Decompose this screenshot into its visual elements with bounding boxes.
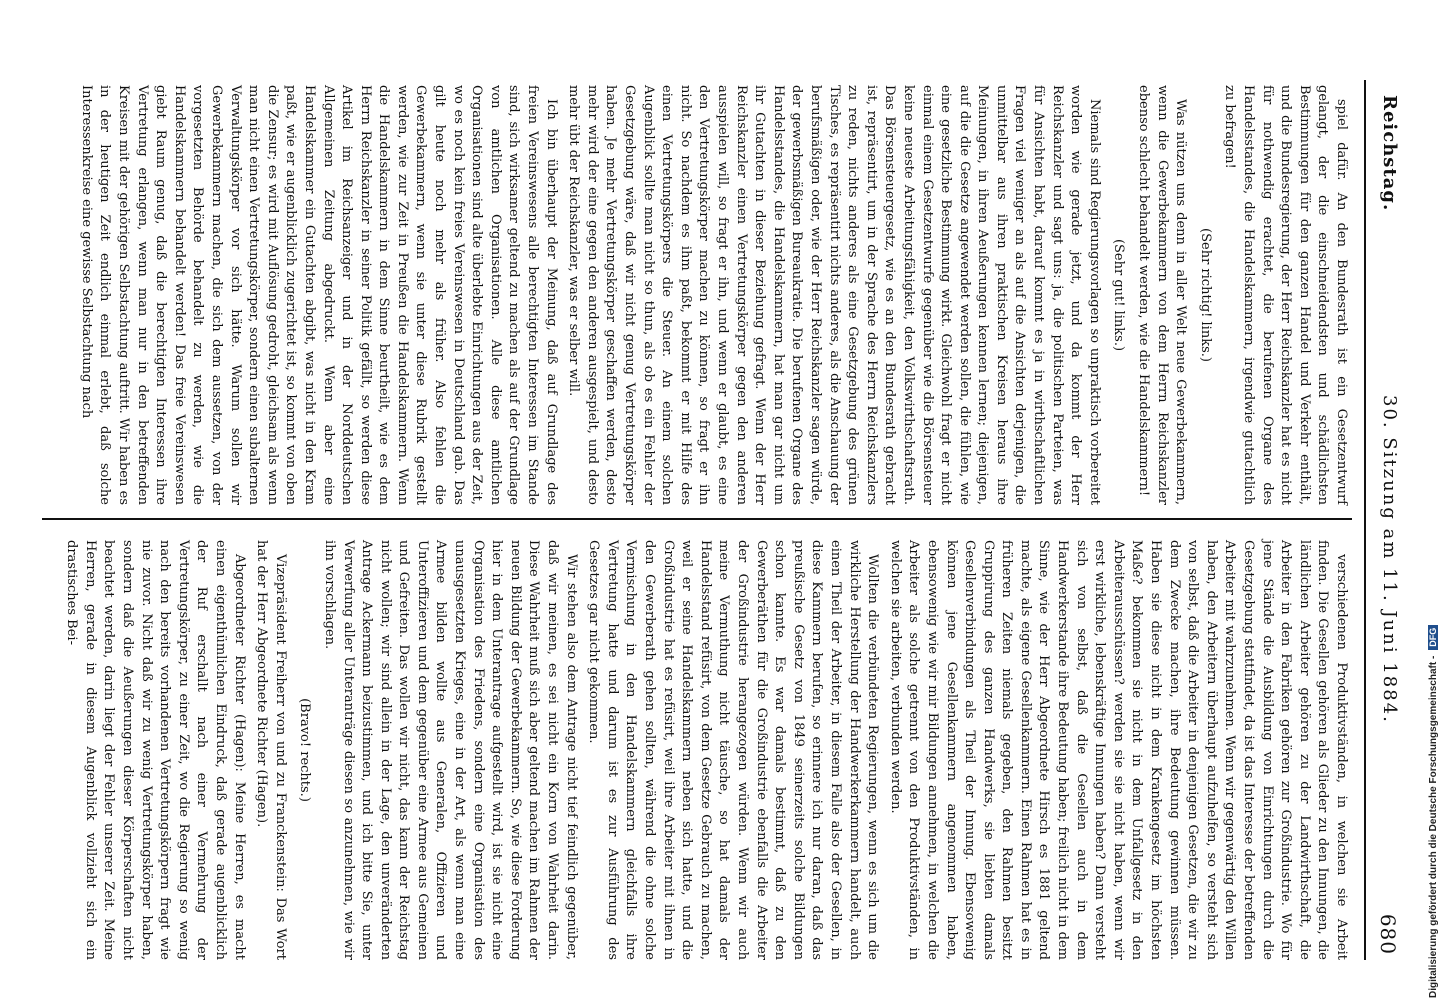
paragraph: spiel dafür. An den Bundesrath ist ein Gesetzentwurf gelangt, der die einschneidendsten und schädlichsten Bestimmungen für den ganzen Handel und Verkehr enthält, und die Bundesregierung, der Herr Reichskanzler hat es nicht für nothwendig erachtet, die berufenen Organe des Handelsstandes, die Handelskammern, irgendwie gutachtlich zu befragen! (1222, 85, 1349, 505)
paragraph: Wollten die verbündeten Regierungen, wenn es sich um die wirkliche Herstellung der Handwerkerkammern handelt, auch einen Theil der Arbeiter, in diesem Falle also der Gesellen, in diese Kammern berufen, so erinnere ich nur daran, daß das preußische Gesetz von 1849 seinerzeits solche Bildungen schon kannte. Es war damals bestimmt, daß zu den Gewerberäthen für die Großindustrie ebenfalls die Arbeiter der Großindustrie herangezogen würden. Wenn wir auch meine Vermuthung nicht täusche, so hat damals der Handelsstand refüsirt, von dem Gesetze Gebrauch zu machen, weil er seine Handelskammern neben sich hatte, und die Großindustrie hat es refüsirt, weil ihre Arbeiter mit ihnen in den Gewerberath gehen sollten, während die ohne solche Vermischung in den Handelskammern gleichfalls ihre Vertretung hatte und darum ist es zur Ausführung des Gesetzes gar nicht gekommen. (586, 540, 881, 960)
paragraph: Vizepräsident Freiherr von und zu Franckenstein: Das Wort hat der Herr Abgeordnete Richter (Hagen). (254, 540, 288, 960)
paragraph: Was nützen uns denn in aller Welt neue Gewerbekammern, wenn die Gewerbekammern von dem Herrn Reichskanzler ebenso schlecht behandelt werden, wie die Handelskammern! (1136, 85, 1189, 505)
paragraph: Niemals sind Regierungsvorlagen so unpraktisch vorbereitet worden wie gerade jetzt, und da kommt der Herr Reichskanzler und sagt uns: ja, die politischen Parteien, was für Ansichten habt, darauf kommt es ja in wirthschaftlichen Fragen viel weniger an als auf die Ansichten derjenigen, die unmittelbar aus ihren praktischen Kreisen heraus ihre Meinungen, in ihren Aeußerungen kennen lernen; diejenigen, auf die die Gesetze angewendet werden sollen, die fühlen, wie eine gesetzliche Bestimmung wirkt. Gleichwohl fragt er nicht einmal einem Gesetzentwurfe gegenüber wie die Börsensteuer keine neueste Arbeitungsfähigkeit, den Volkswirthschaftsrath. Das Börsensteuergesetz, wie es an den Bundesrath gebracht ist, repräsentirt, um in der Sprache des Herrn Reichskanzlers zu reden, nichts anderes als eine Gesetzgebung des grünen Tisches, es repräsentirt nichts anderes, als die Anschauung der berufsmäßigen oder, wie der Herr Reichskanzler sagen würde, der gewerbsmäßigen Bureaukratie. Die berufenen Organe des Handelsstandes, die Handelskammern, hat man gar nicht um ihr Gutachten in dieser Beziehung gefragt. Wenn der Herr Reichskanzler einen Vertretungskörper gegen den anderen ausspielen will, so fragt er ihn, und wenn er glaubt, es eine den Vertretungskörper machen zu können, so fragt er ihn nicht. So nachdem es ihm paßt, bekommt er mit Hilfe des einen Vertretungskörpers die Steuer. An einem solchen Augenblick sollte man nicht so thun, als ob es ein Fehler der Gesetzgebung wäre, daß wir nicht genug Vertretungskörper haben. Je mehr Vertretungskörper geschaffen werden, desto mehr wird der eine gegen den anderen ausgespielt, und desto mehr übt der Reichskanzler, was er selber will. (566, 85, 1102, 506)
interjection: (Bravo! rechts.) (297, 698, 313, 802)
dfg-logo: DFG (1428, 625, 1438, 650)
header-rule (1364, 80, 1366, 960)
header-left: Reichstag. (1379, 95, 1400, 212)
page-number: 680 (1376, 913, 1400, 955)
column-right (50, 85, 1350, 505)
dfg-banner (1406, 0, 1439, 1000)
interjection: (Sehr richtig! links.) (1197, 228, 1213, 362)
paragraph: verschiedenen Produktivständen, in welchen sie Arbeit finden. Die Gesellen gehören als Glieder zu den Innungen, die ländlichen Arbeiter gehören zu der Landwirthschaft, die Arbeiter in den Fabriken gehören zur Großindustrie. Wo für jene Stände die Ausbildung von Einrichtungen durch die Gesetzgebung stattfindet, da ist das Interesse der betreffenden Arbeiter mit wahrzunehmen. Wenn wir gegenwärtig den Willen haben, den Arbeitern überhaupt aufzuhelfen, so versteht sich von selbst, daß die Arbeiter in denjenigen Gesetzen, die wir zu dem Zwecke machen, ihre Bedeutung gewinnen müssen. Haben sie diese nicht in dem Krankengesetz im höchsten Maße? bekommen sie nicht in dem Unfallgesetz in den Arbeiterausschüssen? werden sie sie nicht haben, wenn wir erst wirkliche, lebenskräftige Innungen haben? Dann versteht sich von selbst, daß die Gesellen auch in dem Handwerkerstande ihre Bedeutung haben; freilich nicht in dem Sinne, wie der Herr Abgeordnete Hirsch es 1881 geltend machte, als eigene Gesellenkammern. Einen Rahmen hat es in früheren Zeiten niemals gegeben, den Rahmen besitzt Gruppirung des ganzen Handwerks, sie liebten damals Gesellenverbindungen als Theil der Innung. Ebensowenig können jene Gesellenkammern angenommen haben, ebensowenig wie wir mir Bildungen annehmen, in welchen die Arbeiter als solche getrennt von den Produktivständen, in welchen sie arbeiten, verbunden werden. (887, 540, 1349, 960)
column-left (50, 540, 1350, 960)
dfg-banner-text (1428, 625, 1439, 998)
page-header (1364, 95, 1404, 955)
paragraph: Abgeordneter Richter (Hagen): Meine Herren, es macht einen eigenthümlichen Eindruck, daß gerade augenblicklich der Ruf erschallt nach einer Vermehrung der Vertretungskörper, zu einer Zeit, wo die Regierung so wenig nach den bereits vorhandenen Vertretungskörpern fragt wie nie zuvor. Nicht daß wir zu wenig Vertretungskörper haben, sondern daß die Aeußerungen dieser Körperschaften nicht beachtet werden, darin liegt der Fehler unserer Zeit. Meine Herren, gerade in diesem Augenblick vollzieht sich ein drastisches Bei- (64, 540, 247, 960)
header-session: 30. Sitzung am 11. Juni 1884. (1379, 395, 1400, 724)
paragraph: Wir stehen also dem Antrage nicht tief feindlich gegenüber, daß wir meinen, es sei nicht ein Korn von Wahrheit darin. Diese Wahrheit muß sich aber geltend machen im Rahmen der neuen Bildung der Gewerbekammern. So, wie diese Forderung hier in dem Unterantrage aufgestellt wird, ist sie nicht eine Organisation des Friedens, sondern eine Organisation des unausgesetzten Krieges, eine in der Art, als wenn man eine Armee bilden wollte aus Generalen, Offizieren und Unteroffizieren und dem gegenüber eine Armee aus Gemeinen und Gefreiten. Das wollen wir nicht, das kann der Reichstag nicht wollen; wir sind allein in der Lage, den unveränderten Antrage Ackermann beizustimmen, und ich bitte Sie, unter Verwerfung aller Unteranträge diesen so anzunehmen, wie wir ihn vorschlagen. (321, 540, 579, 960)
dfg-credit: Digitalisierung gefördert durch die Deutsche Forschungsgemeinschaft - (1428, 655, 1439, 998)
paragraph: Ich bin überhaupt der Meinung, daß auf Grundlage des freien Vereinswesens alle berechtigten Interessen im Stande sind, sich wirksamer geltend zu machen als auf der Grundlage von amtlichen Organisationen. Alle diese amtlichen Organisationen sind alte überlebte Einrichtungen aus der Zeit, wo es noch kein freies Vereinswesen in Deutschland gab. Das gilt heute noch mehr als früher. Also fehlen die Gewerbekammern, wenn sie unter diese Rubrik gestellt werden, wie zur Zeit in Preußen die Handelskammern. Wenn die Handelskammern in dem Sinne beurtheilt, wie es dem Herrn Reichskanzler in seiner Politik gefällt, so werden diese Artikel im Reichsanzeiger und in der Norddeutschen Allgemeinen Zeitung abgedruckt. Wenn aber eine Handelskammer ein Gutachten abgibt, was nicht in den Kram paßt, wie er augenblicklich zugerichtet ist, so kommt von oben die Zensur; es wird mit Auflösung gedroht, gleichsam als wenn man nicht einen Vertretungskörper, sondern einen subalternen Verwaltungskörper vor sich hätte. Warum sollen wir Gewerbekammern machen, die sich dem aussetzen, von der vorgesetzten Behörde behandelt zu werden, wie die Handelskammern behandelt werden! Das freie Vereinswesen giebt Raum genug, daß die berechtigten Interessen ihre Vertretung erlangen, wenn man nur in den betreffenden Kreisen mit der gehörigen Selbstachtung auftritt. Wir haben es in der heutigen Zeit endlich einmal erlebt, daß solche Interessenkreise eine gewisse Selbstachtung nach (78, 85, 559, 505)
interjection: (Sehr gut! links.) (1111, 238, 1127, 352)
column-divider (42, 518, 1352, 520)
